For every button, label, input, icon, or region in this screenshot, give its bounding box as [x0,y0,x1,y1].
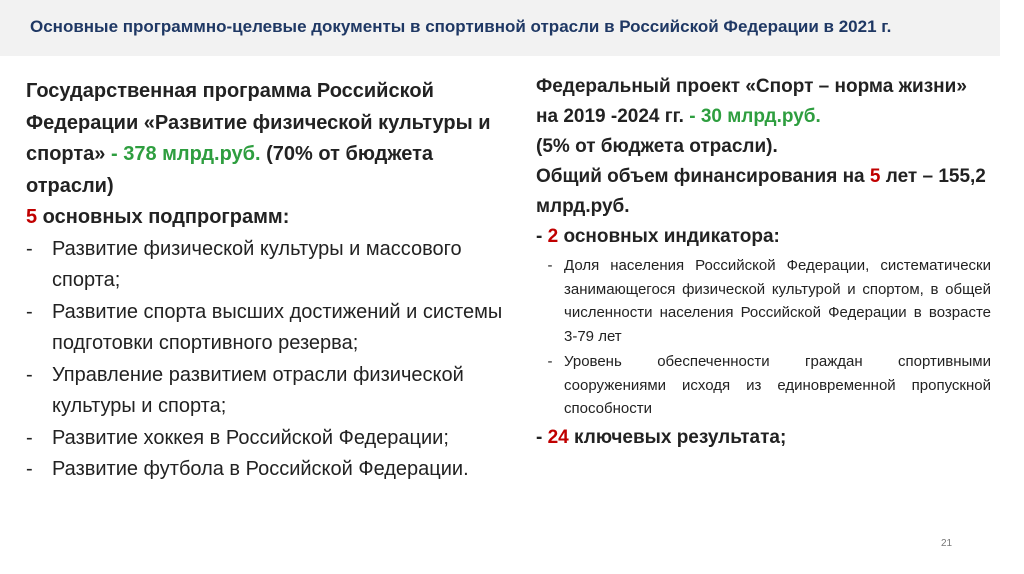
program-share: (70% от бюджета отрасли) [26,143,434,197]
indicators-label: основных индикатора: [558,226,780,247]
subprograms-label: основных подпрограмм: [37,206,290,228]
list-dash: - [26,458,33,480]
page-number: 21 [941,538,953,549]
subprogram-list [26,234,516,486]
project-amount-sep: - [683,106,701,127]
subprogram-text: Управление развитием отрасли физической культуры и спорта; [52,363,464,417]
results-count: 24 [547,426,569,448]
indicators-prefix: - [536,226,548,247]
indicator-text: Уровень обеспеченности граждан спортивными сооружениями исходя из единовременной пропускной способности [564,353,991,417]
funding-prefix: Общий объем финансирования на [536,166,870,187]
list-dash: - [26,237,33,260]
subprogram-text: Развитие спорта высших достижений и системы подготовки спортивного резерва; [52,300,503,354]
list-item [26,234,516,297]
federal-project-column [536,72,991,453]
state-program-column [26,76,516,486]
indicators-count: 2 [547,226,559,247]
funding-years: 5 [869,166,881,187]
list-item [536,254,991,348]
page-title: Основные программно-целевые документы в спортивной отрасли в Российской Федерации в 2021 г. [30,17,892,36]
program-amount-sep: - [105,143,124,165]
project-share: (5% от бюджета отрасли). [536,136,778,157]
list-dash: - [26,300,33,323]
program-amount: 378 млрд.руб. [123,143,261,165]
funding-suffix: лет – 155,2 млрд.руб. [536,166,986,217]
list-dash: - [547,353,553,370]
indicator-text: Доля населения Российской Федерации, систематически занимающегося физической культурой и спортом, в общей численности населения Российской Федерации в возрасте 3-79 лет [564,257,991,345]
funding-line [536,162,991,222]
subprograms-count: 5 [26,206,38,228]
program-title: Государственная программа Российской Федерации «Развитие физической культуры и спорта» [26,80,491,165]
list-item [26,297,516,360]
list-dash: - [26,426,33,449]
header-bar [0,0,1000,56]
list-item [26,423,516,455]
subprogram-text: Развитие футбола в Российской Федерации. [52,458,469,480]
indicators-heading [536,222,991,252]
subprogram-text: Развитие хоккея в Российской Федерации; [52,426,449,449]
program-heading [26,76,516,202]
results-line [536,423,991,453]
project-title: Федеральный проект «Спорт – норма жизни» на 2019 -2024 гг. [536,76,967,127]
indicator-list [536,254,991,421]
results-prefix: - [536,426,548,448]
subprograms-heading [26,202,516,234]
list-dash: - [26,363,33,386]
list-item [536,350,991,421]
list-item [26,454,516,486]
subprogram-text: Развитие физической культуры и массового спорта; [52,237,462,291]
list-dash: - [547,257,553,274]
list-item [26,360,516,423]
project-heading [536,72,991,132]
project-amount: 30 млрд.руб. [700,106,821,127]
results-label: ключевых результата; [568,426,787,448]
